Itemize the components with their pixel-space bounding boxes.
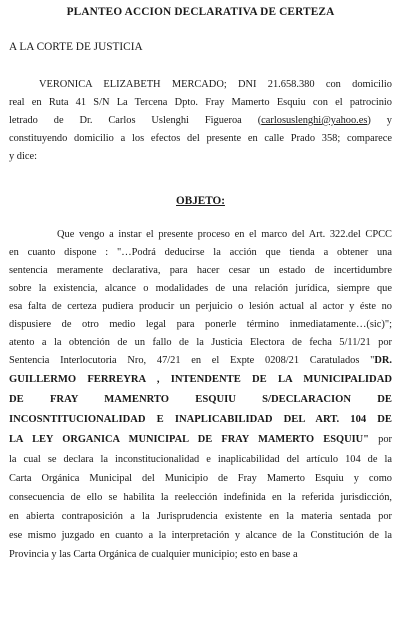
objeto-line-17-text: ese mismo juzgado en cuanto a la interpretación y alcance de la Constitución de la — [9, 530, 392, 541]
objeto-line-4-text: sobre la existencia, alcance o modalidades de una relación jurídica, siempre que — [9, 283, 392, 294]
objeto-line-6-text: dispusiere de otro medio legal para ponerle término inmediatamente…(sic)"; — [9, 319, 392, 330]
objeto-line-9 — [9, 373, 392, 387]
objeto-line-12-bold: LA LEY ORGANICA MUNICIPAL DE FRAY MAMERTO ESQUIU" — [9, 434, 369, 445]
objeto-line-12-tail: por — [378, 434, 392, 445]
objeto-line-14 — [9, 472, 392, 486]
document-title: PLANTEO ACCION DECLARATIVA DE CERTEZA — [66, 6, 335, 18]
objeto-line-3 — [9, 264, 392, 278]
intro-line-5 — [9, 150, 392, 164]
objeto-line-10 — [9, 393, 392, 407]
objeto-line-17 — [9, 529, 392, 543]
objeto-line-16 — [9, 510, 392, 524]
objeto-line-2-text: en cuanto dispone : "…Podrá deducirse la acción que tienda a obtener una — [9, 247, 392, 258]
objeto-line-12 — [9, 433, 392, 447]
objeto-line-13 — [9, 453, 392, 467]
objeto-line-18-text: Provincia y las Carta Orgánica de cualquier municipio; esto en base a — [9, 549, 298, 560]
intro-line-3 — [9, 114, 392, 128]
objeto-line-10-text: DE FRAY MAMENRTO ESQUIU S/DECLARACION DE — [9, 394, 392, 405]
objeto-line-18 — [9, 548, 392, 562]
objeto-line-9-text: GUILLERMO FERREYRA , INTENDENTE DE LA MUNICIPALIDAD — [9, 374, 392, 385]
intro-line-1 — [9, 78, 392, 92]
intro-line-3-text: letrado de Dr. Carlos Uslenghi Figueroa ( — [9, 115, 262, 126]
section-heading-objeto: OBJETO: — [176, 195, 225, 207]
objeto-line-13-text: la cual se declara la inconstitucionalidad e inaplicabilidad del artículo 104 de la — [9, 454, 392, 465]
objeto-line-5-text: esa falta de certeza pudiera producir un perjuicio o lesión actual al actor y éste no — [9, 301, 392, 312]
intro-line-3-tail: ) y — [367, 115, 392, 126]
objeto-line-8-text: Sentencia Interlocutoria Nro, 47/21 en el Expte 0208/21 Caratulados " — [9, 355, 375, 366]
objeto-line-16-text: en abierta contraposición a la Jurisprudencia existente en la materia sentada por — [9, 511, 392, 522]
objeto-line-7 — [9, 336, 392, 350]
email-link[interactable]: carlosuslenghi@yahoo.es — [261, 115, 368, 126]
intro-line-1-text: VERONICA ELIZABETH MERCADO; DNI 21.658.380 con domicilio — [39, 79, 392, 90]
objeto-line-1 — [9, 228, 392, 242]
objeto-line-15 — [9, 491, 392, 505]
objeto-line-7-text: atento a la obtención de un fallo de la Justicia Electora de fecha 5/11/21 por — [9, 337, 392, 348]
intro-line-4-text: constituyendo domicilio a los efectos del presente en calle Prado 358; comparece — [9, 133, 392, 144]
objeto-line-1-text: Que vengo a instar el presente proceso en el marco del Art. 322.del CPCC — [57, 229, 392, 240]
objeto-line-11-text: INCOSNTITUCIONALIDAD E INAPLICABILIDAD DEL ART. 104 DE — [9, 414, 392, 425]
objeto-line-8-bold: DR. — [374, 355, 392, 366]
intro-line-5-text: y dice: — [9, 151, 37, 162]
addressee: A LA CORTE DE JUSTICIA — [9, 41, 143, 53]
objeto-line-3-text: sentencia meramente declarativa, para hacer cesar un estado de incertidumbre — [9, 265, 392, 276]
objeto-line-6 — [9, 318, 392, 332]
objeto-line-14-text: Carta Orgánica Municipal del Municipio de Fray Mamerto Esquiu y como — [9, 473, 392, 484]
objeto-line-8 — [9, 354, 392, 368]
objeto-line-4 — [9, 282, 392, 296]
intro-line-2 — [9, 96, 392, 110]
objeto-line-5 — [9, 300, 392, 314]
objeto-line-15-text: consecuencia de ello se habilita la reelección indefinida en la referida jurisdicción, — [9, 492, 392, 503]
intro-line-4 — [9, 132, 392, 146]
intro-line-2-text: real en Ruta 41 S/N La Tercena Dpto. Fray Mamerto Esquiu con el patrocinio — [9, 97, 392, 108]
objeto-line-11 — [9, 413, 392, 427]
objeto-line-2 — [9, 246, 392, 260]
